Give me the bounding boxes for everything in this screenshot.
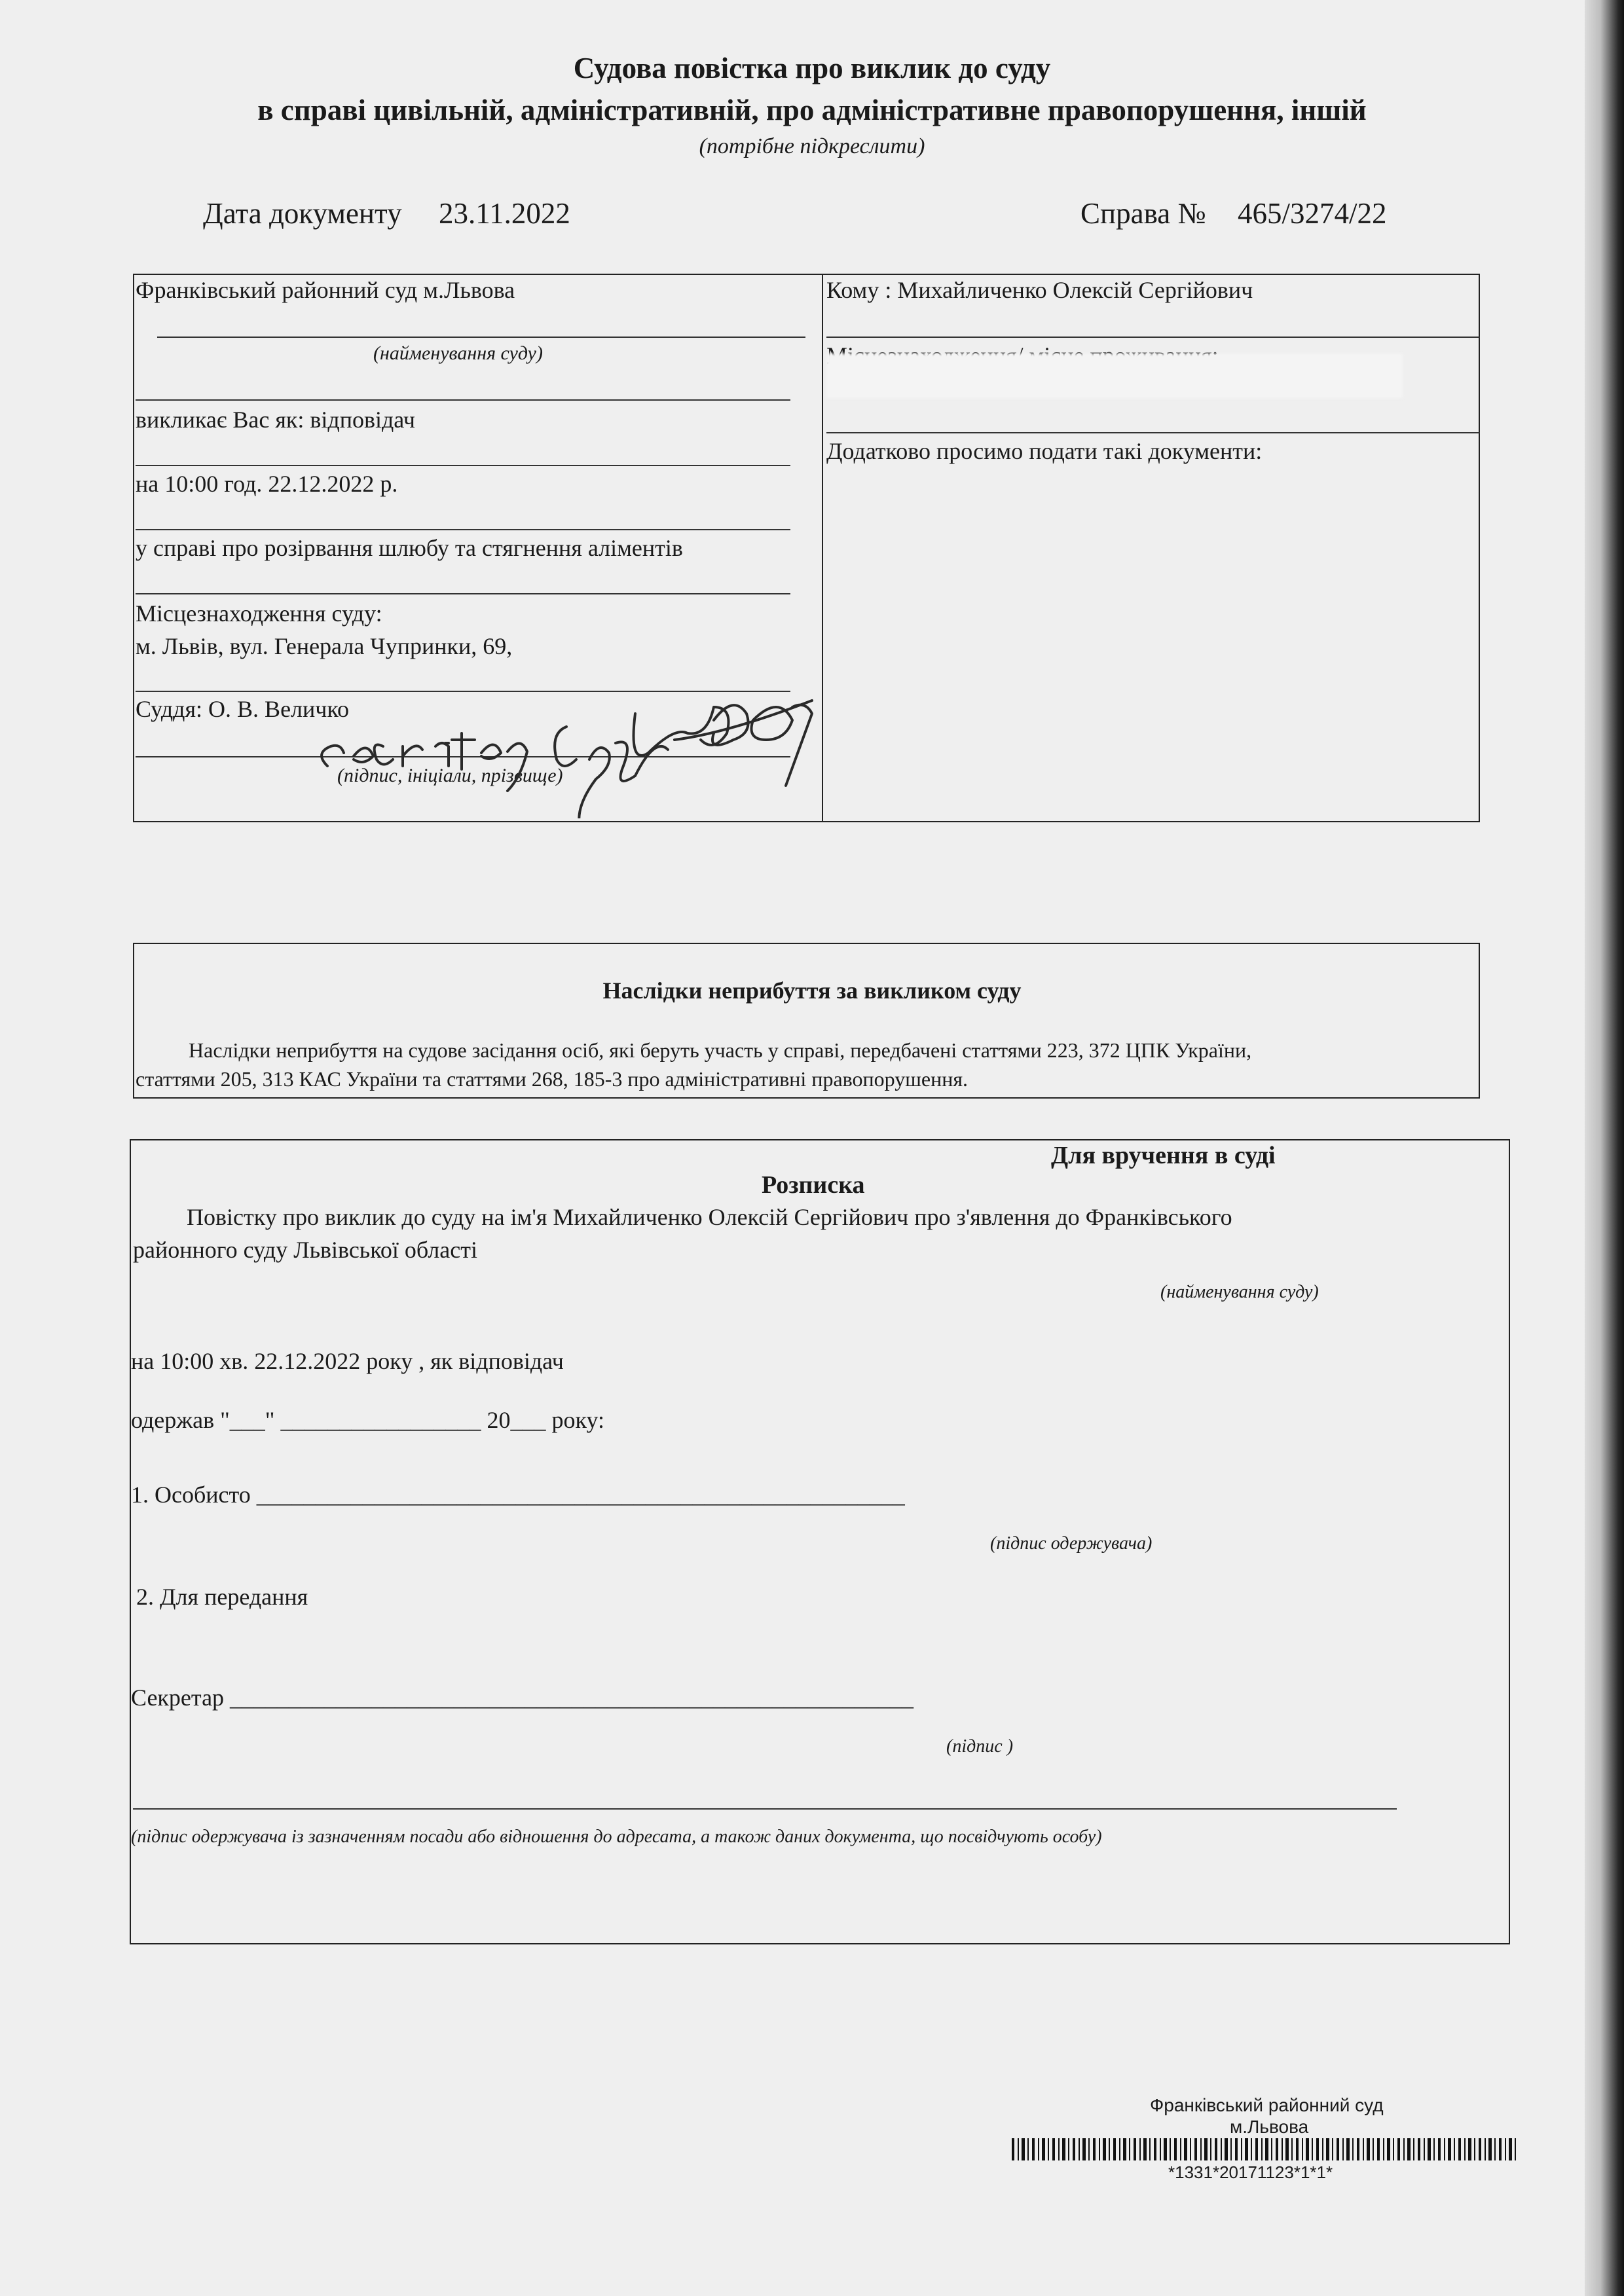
divider xyxy=(136,593,790,594)
case-subject: у справі про розірвання шлюбу та стягнення аліментів xyxy=(136,535,683,561)
consequences-text-1: Наслідки неприбуття на судове засідання осіб, які беруть участь у справі, передбачені статтями 223, 372 ЦПК України, xyxy=(189,1038,1252,1062)
barcode-code: *1331*20171123*1*1* xyxy=(1168,2162,1333,2182)
receipt-court-caption: (найменування суду) xyxy=(1160,1282,1319,1302)
consequences-title: Наслідки неприбуття за викликом суду xyxy=(602,977,1022,1004)
underline-note: (потрібне підкреслити) xyxy=(699,134,925,158)
recipient-caption: (підпис одержувача) xyxy=(990,1533,1153,1554)
addressee: Кому : Михайличенко Олексій Сергійович xyxy=(826,277,1253,303)
doc-date: 23.11.2022 xyxy=(439,197,570,230)
documents-label: Додатково просимо подати такі документи: xyxy=(826,438,1263,464)
scan-edge xyxy=(1585,0,1624,2296)
judge-name: Суддя: О. В. Величко xyxy=(136,696,350,722)
case-number: 465/3274/22 xyxy=(1238,197,1387,230)
summons-role: викликає Вас як: відповідач xyxy=(136,407,415,433)
document-title: Судова повістка про виклик до суду xyxy=(573,52,1051,84)
receipt-time: на 10:00 хв. 22.12.2022 року , як відповідач xyxy=(131,1348,564,1374)
case-label: Справа № xyxy=(1080,197,1206,230)
receipt-title: Розписка xyxy=(762,1171,865,1199)
redacted-address xyxy=(826,354,1403,398)
for-transfer: 2. Для передання xyxy=(136,1584,308,1610)
personally-line: 1. Особисто _______________________________________________________ xyxy=(131,1482,905,1508)
hearing-time: на 10:00 год. 22.12.2022 р. xyxy=(136,471,398,497)
barcode xyxy=(1012,2138,1516,2160)
receipt-line-2: районного суду Львівської області xyxy=(133,1237,477,1263)
footer-caption: (підпис одержувача із зазначенням посади або відношення до адресата, а також даних документа, що посвідчують особу) xyxy=(131,1827,1102,1847)
secretary-caption: (підпис ) xyxy=(946,1736,1014,1757)
divider xyxy=(136,465,790,466)
signature-caption: (підпис, ініціали, прізвище) xyxy=(337,765,563,786)
consequences-text-2: статтями 205, 313 КАС України та статтями 268, 185-3 про адміністративні правопорушення. xyxy=(136,1067,969,1091)
received-line: одержав "___" _________________ 20___ року: xyxy=(131,1407,605,1433)
court-location-label: Місцезнаходження суду: xyxy=(136,600,382,627)
barcode-court-line-1: Франківський районний суд xyxy=(1150,2095,1384,2115)
divider xyxy=(826,432,1480,433)
court-name: Франківський районний суд м.Львова xyxy=(136,277,515,303)
document-subtitle: в справі цивільній, адміністративній, про адміністративне правопорушення, іншій xyxy=(257,94,1367,126)
divider xyxy=(133,1808,1397,1810)
receipt-line-1: Повістку про виклик до суду на ім'я Михайличенко Олексій Сергійович про з'явлення до Франківського xyxy=(187,1204,1232,1230)
divider xyxy=(157,337,805,338)
court-caption: (найменування суду) xyxy=(373,342,543,364)
divider xyxy=(826,337,1480,338)
divider xyxy=(136,399,790,401)
doc-date-label: Дата документу xyxy=(203,197,402,230)
barcode-court-line-2: м.Львова xyxy=(1230,2117,1309,2137)
delivery-note: Для вручення в суді xyxy=(1051,1142,1276,1169)
divider xyxy=(136,529,790,530)
court-address: м. Львів, вул. Генерала Чупринки, 69, xyxy=(136,633,513,659)
secretary-line: Секретар __________________________________________________________ xyxy=(131,1685,914,1711)
handwritten-signature xyxy=(308,674,851,818)
